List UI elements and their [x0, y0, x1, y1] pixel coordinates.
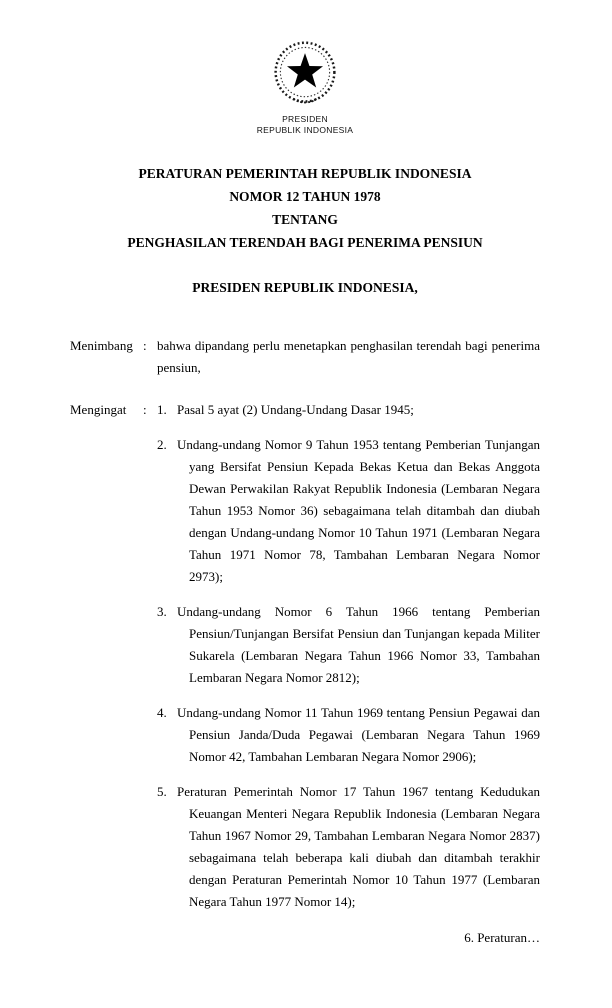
- mengingat-clause: [70, 399, 540, 913]
- legal-basis-item-2: [157, 434, 540, 588]
- mengingat-label: Mengingat: [70, 402, 127, 417]
- presidential-star-emblem-icon: [266, 38, 344, 110]
- letterhead: [70, 38, 540, 136]
- mengingat-colon: :: [143, 402, 147, 417]
- item-text: Undang-undang Nomor 9 Tahun 1953 tentang Pemberian Tunjangan yang Bersifat Pensiun Kepada Bekas Ketua dan Bekas Anggota Dewan Perwakilan Rakyat Republik Indonesia (Lembaran Negara Tahun 1953 Nomor 36) sebagaimana telah ditambah dan diubah dengan Undang-undang Nomor 10 Tahun 1971 (Lembaran Negara Tahun 1971 Nomor 78, Tambahan Lembaran Negara Nomor 2973);: [177, 437, 540, 584]
- letterhead-presiden: PRESIDEN: [282, 114, 328, 124]
- title-block: [70, 162, 540, 254]
- item-number: 1.: [157, 402, 167, 417]
- mengingat-items: [157, 399, 540, 913]
- legal-basis-item-3: [157, 601, 540, 689]
- title-line-regulation: PERATURAN PEMERINTAH REPUBLIK INDONESIA: [138, 166, 472, 181]
- menimbang-text: bahwa dipandang perlu menetapkan penghasilan terendah bagi penerima pensiun,: [157, 338, 540, 375]
- title-line-number: NOMOR 12 TAHUN 1978: [229, 189, 381, 204]
- title-line-tentang: TENTANG: [272, 212, 338, 227]
- menimbang-clause: [70, 335, 540, 379]
- item-text: Pasal 5 ayat (2) Undang-Undang Dasar 1945;: [177, 402, 414, 417]
- item-number: 4.: [157, 705, 167, 720]
- item-text: Undang-undang Nomor 11 Tahun 1969 tentang Pensiun Pegawai dan Pensiun Janda/Duda Pegawai (Lembaran Negara Tahun 1969 Nomor 42, Tambahan Lembaran Negara Nomor 2906);: [177, 705, 540, 764]
- opening-line: PRESIDEN REPUBLIK INDONESIA,: [192, 280, 418, 295]
- item-number: 5.: [157, 784, 167, 799]
- item-text: Undang-undang Nomor 6 Tahun 1966 tentang Pemberian Pensiun/Tunjangan Bersifat Pensiun dan Tunjangan kepada Militer Sukarela (Lembaran Negara Tahun 1966 Nomor 33, Tambahan Lembaran Negara Nomor 2812);: [177, 604, 540, 685]
- menimbang-colon: :: [143, 338, 147, 353]
- letterhead-republik-indonesia: REPUBLIK INDONESIA: [256, 125, 354, 135]
- legal-basis-item-5: [157, 781, 540, 913]
- legal-basis-item-1: [157, 399, 540, 421]
- item-number: 3.: [157, 604, 167, 619]
- title-line-subject: PENGHASILAN TERENDAH BAGI PENERIMA PENSIUN: [127, 235, 483, 250]
- menimbang-label: Menimbang: [70, 338, 133, 353]
- legal-basis-item-4: [157, 702, 540, 768]
- page-catchword: 6. Peraturan…: [464, 930, 540, 945]
- item-text: Peraturan Pemerintah Nomor 17 Tahun 1967 tentang Kedudukan Keuangan Menteri Negara Republik Indonesia (Lembaran Negara Tahun 1967 Nomor 29, Tambahan Lembaran Negara Nomor 2837) sebagaimana telah beberapa kali diubah dan ditambah terakhir dengan Peraturan Pemerintah Nomor 10 Tahun 1977 (Lembaran Negara Tahun 1977 Nomor 14);: [177, 784, 540, 909]
- item-number: 2.: [157, 437, 167, 452]
